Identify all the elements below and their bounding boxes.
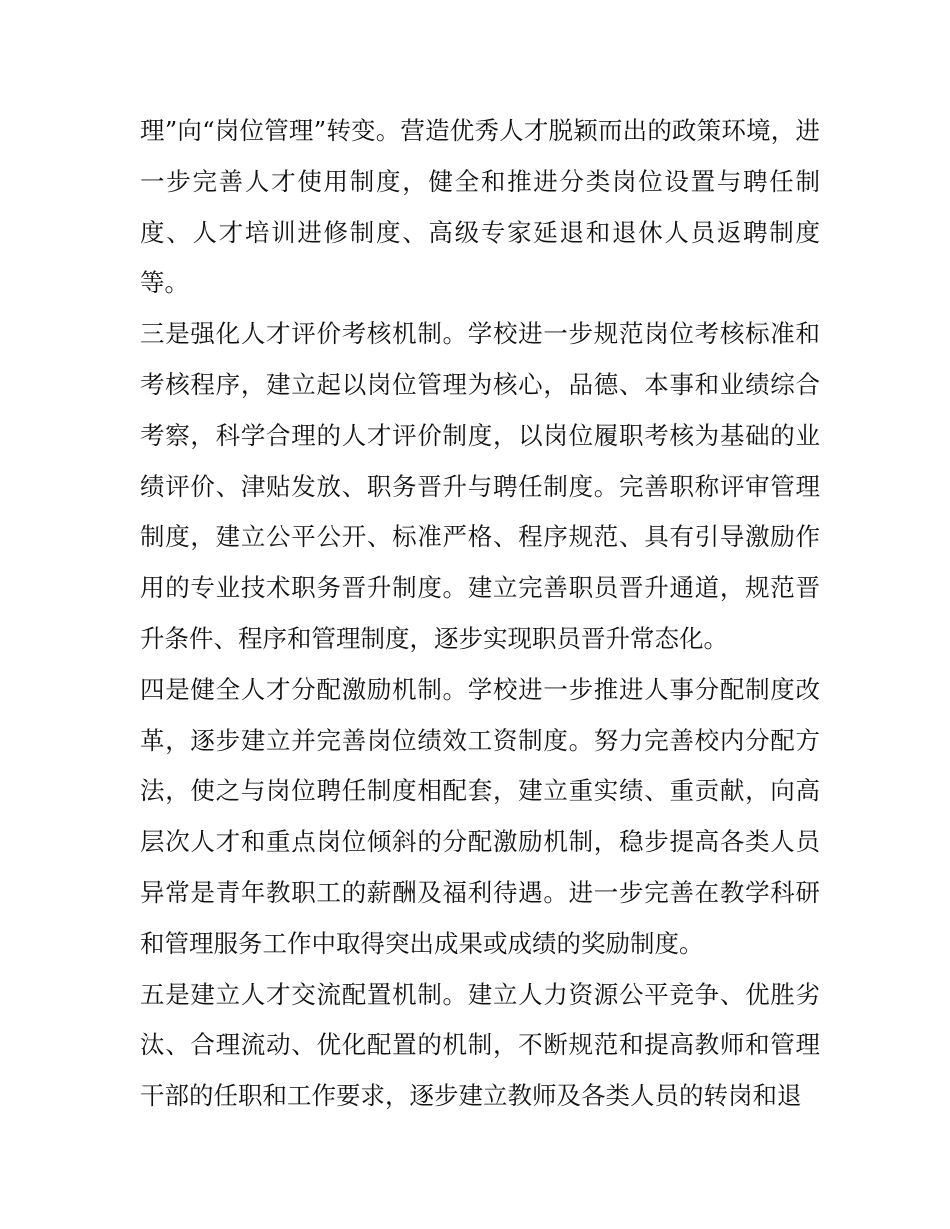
paragraph-2: 三是强化人才评价考核机制。学校进一步规范岗位考核标准和考核程序，建立起以岗位管理为核心，品德、本事和业绩综合考察，科学合理的人才评价制度，以岗位履职考核为基础的业绩评价、津贴发放、职务晋升与聘任制度。完善职称评审管理制度，建立公平公开、标准严格、程序规范、具有引导激励作用的专业技术职务晋升制度。建立完善职员晋升通道，规范晋升条件、程序和管理制度，逐步实现职员晋升常态化。 [140,319,820,653]
paragraph-1: 理”向“岗位管理”转变。营造优秀人才脱颖而出的政策环境，进一步完善人才使用制度，健全和推进分类岗位设置与聘任制度、人才培训进修制度、高级专家延退和退休人员返聘制度等。 [140,116,820,298]
paragraph-3: 四是健全人才分配激励机制。学校进一步推进人事分配制度改革，逐步建立并完善岗位绩效工资制度。努力完善校内分配方法，使之与岗位聘任制度相配套，建立重实绩、重贡献，向高层次人才和重点岗位倾斜的分配激励机制，稳步提高各类人员异常是青年教职工的薪酬及福利待遇。进一步完善在教学科研和管理服务工作中取得突出成果或成绩的奖励制度。 [140,674,820,958]
body-text [140,106,820,1122]
paragraph-4: 五是建立人才交流配置机制。建立人力资源公平竞争、优胜劣汰、合理流动、优化配置的机制，不断规范和提高教师和管理干部的任职和工作要求，逐步建立教师及各类人员的转岗和退 [140,979,820,1111]
